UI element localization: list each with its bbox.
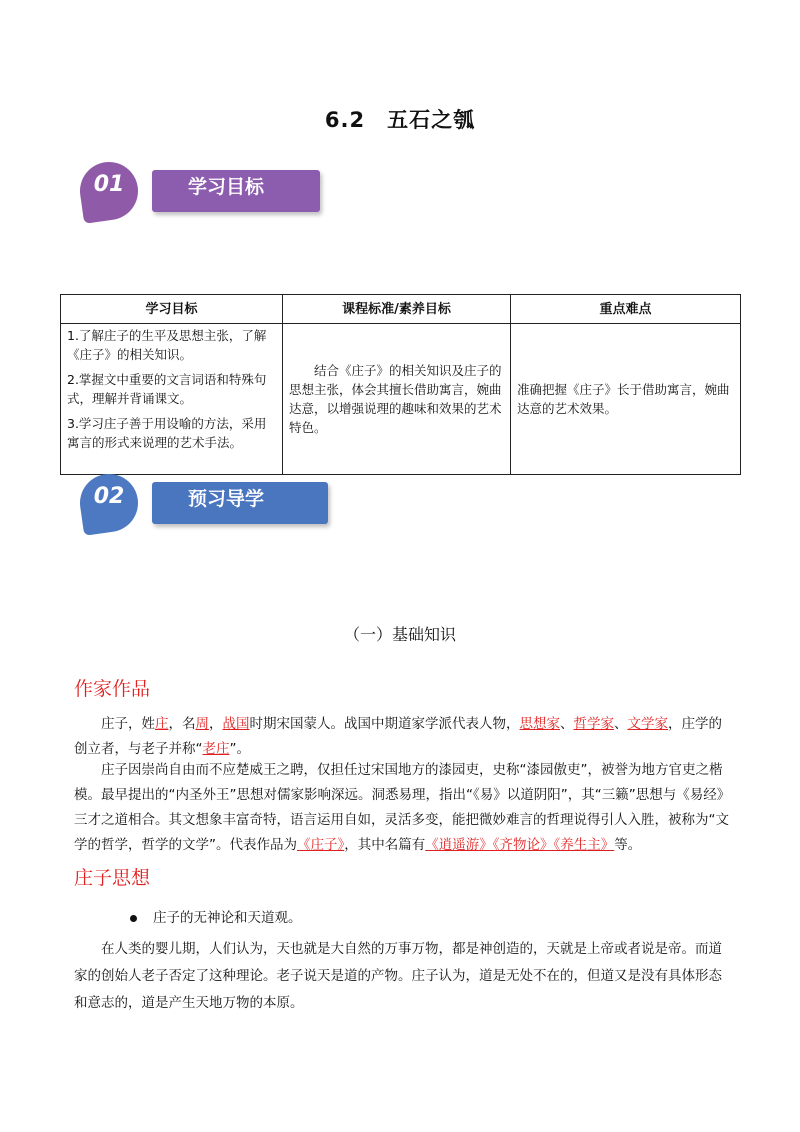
- goal-item: 3.学习庄子善于用设喻的方法，采用寓言的形式来说理的艺术手法。: [67, 416, 267, 450]
- goals-cell: [61, 324, 283, 475]
- key-term: 《逍遥游》《齐物论》《养生主》: [425, 837, 615, 853]
- standard-cell: [282, 324, 510, 475]
- goal-item: 1.了解庄子的生平及思想主张，了解《庄子》的相关知识。: [67, 328, 267, 362]
- key-term: 思想家: [519, 716, 560, 732]
- text-run: ，其中名篇有: [344, 837, 426, 853]
- key-term: 庄: [155, 716, 169, 732]
- text-run: 时期宋国蒙人。战国中期道家学派代表人物，: [249, 716, 520, 732]
- bullet-icon: [130, 915, 137, 922]
- table-header: 学习目标: [61, 295, 283, 324]
- subheading: （一）基础知识: [343, 625, 456, 644]
- table-row: [61, 324, 741, 475]
- section-number: 01: [93, 172, 125, 197]
- section-title-bar: [152, 170, 320, 212]
- bullet-item: [130, 906, 302, 926]
- text-run: 庄子因崇尚自由而不应楚威王之聘，仅担任过宋国地方的漆园吏，史称“漆园傲吏”，被誉为地方官吏之楷模。最早提出的“内圣外王”思想对儒家影响深远。洞悉易理，指出“《易》以道阴阳”，其“三籁”思想与《易经》三才之道相合。其文想象丰富奇特，语言运用自如，灵活多变，能把微妙难言的哲理说得引人入胜，被称为“文学的哲学，哲学的文学”。代表作品为: [74, 762, 731, 853]
- text-run: ”。: [229, 741, 250, 757]
- text-run: 、: [560, 716, 574, 732]
- text-run: ，名: [168, 716, 196, 732]
- key-term: 文学家: [627, 716, 668, 732]
- key-term: 老庄: [202, 741, 230, 757]
- key-term: 战国: [222, 716, 250, 732]
- zhuangzi-thought-heading: 庄子思想: [74, 867, 151, 889]
- bullet-text: 庄子的无神论和天道观。: [153, 910, 302, 926]
- text-run: 庄子，姓: [101, 716, 155, 732]
- text-run: ，: [209, 716, 223, 732]
- difficulty-cell: [510, 324, 740, 475]
- author-paragraph: [74, 712, 734, 762]
- table-header-row: [61, 295, 741, 324]
- page-title: 6.2 五石之瓠: [324, 108, 476, 132]
- difficulty-text: 准确把握《庄子》长于借助寓言，婉曲达意的艺术效果。: [516, 382, 730, 416]
- text-run: 等。: [614, 837, 642, 853]
- thought-paragraph: 在人类的婴儿期，人们认为，天也就是大自然的万事万物，都是神创造的，天就是上帝或者说是帝。而道家的创始人老子否定了这种理论。老子说天是道的产物。庄子认为，道是无处不在的，但道又是没有具体形态和意志的，道是产生天地万物的本原。: [74, 941, 722, 1011]
- objectives-table: [60, 294, 741, 475]
- section-title-bar: [152, 482, 328, 524]
- section-number: 02: [93, 484, 125, 509]
- key-term: 《庄子》: [297, 837, 345, 853]
- table-header: 重点难点: [510, 295, 740, 324]
- author-works-heading: 作家作品: [74, 678, 151, 700]
- section-title: 学习目标: [188, 176, 265, 198]
- goal-item: 2.掌握文中重要的文言词语和特殊句式，理解并背诵课文。: [67, 372, 267, 406]
- table-header: 课程标准/素养目标: [282, 295, 510, 324]
- text-run: ，庄学的创立者，与老子并称“: [74, 716, 722, 757]
- text-run: 、: [614, 716, 628, 732]
- key-term: 哲学家: [573, 716, 614, 732]
- author-paragraph: [74, 758, 734, 858]
- section-title: 预习导学: [188, 488, 265, 510]
- key-term: 周: [195, 716, 209, 732]
- standard-text: 结合《庄子》的相关知识及庄子的思想主张，体会其擅长借助寓言，婉曲达意，以增强说理的趣味和效果的艺术特色。: [288, 363, 502, 435]
